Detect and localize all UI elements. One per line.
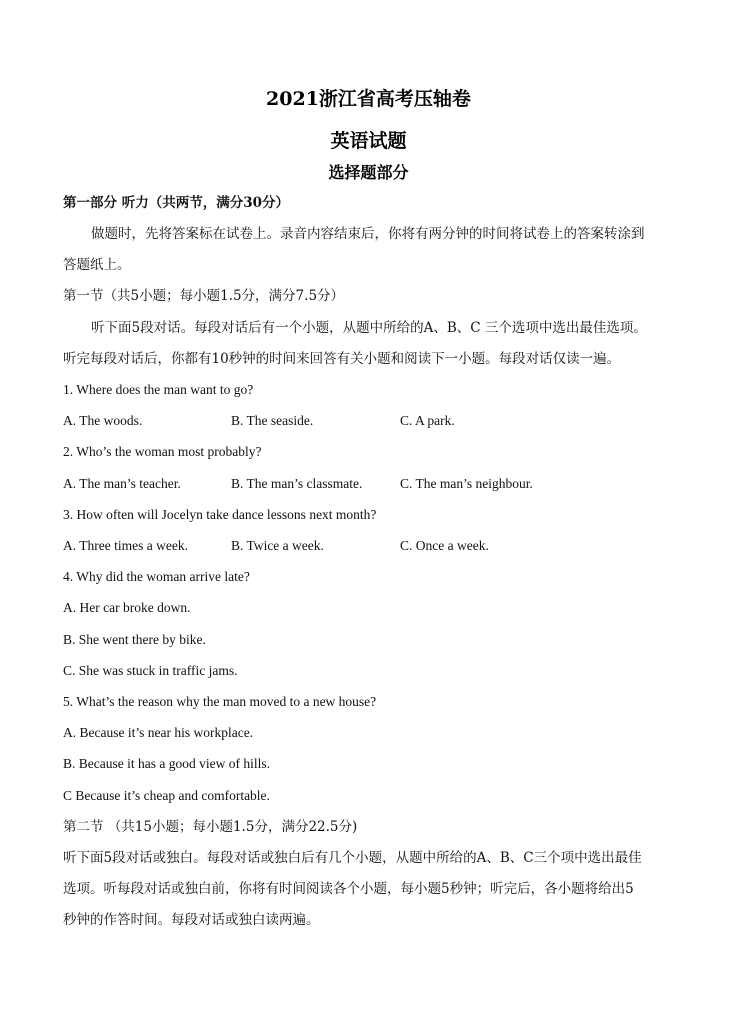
section1-heading: 第一节（共5小题；每小题1.5分，满分7.5分） — [63, 288, 345, 304]
question-5-stem: 5. What’s the reason why the man moved to a new house? — [63, 694, 377, 709]
question-3-option-b[interactable]: B. Twice a week. — [231, 538, 324, 553]
part-title: 选择题部分 — [328, 163, 409, 182]
section1-intro-line1: 听下面5段对话。每段对话后有一个小题，从题中所给的A、B、C 三个选项中选出最佳选项。 — [91, 320, 647, 336]
question-1-stem: 1. Where does the man want to go? — [63, 382, 254, 397]
section2-intro-line2: 选项。听每段对话或独白前，你将有时间阅读各个小题，每小题5秒钟；听完后，各小题将给出5 — [63, 881, 634, 897]
question-3-option-a[interactable]: A. Three times a week. — [63, 538, 188, 553]
section2-intro-line1: 听下面5段对话或独白。每段对话或独白后有几个小题，从题中所给的A、B、C三个项中选出最佳 — [63, 850, 642, 866]
question-2-option-b[interactable]: B. The man’s classmate. — [231, 476, 363, 491]
section2-intro-line3: 秒钟的作答时间。每段对话或独白读两遍。 — [63, 912, 320, 928]
subject-title: 英语试题 — [330, 130, 407, 152]
exam-title: 2021浙江省高考压轴卷 — [266, 88, 471, 110]
question-3-option-c[interactable]: C. Once a week. — [400, 538, 489, 553]
question-1-option-c[interactable]: C. A park. — [400, 413, 455, 428]
question-4-option-b[interactable]: B. She went there by bike. — [63, 632, 206, 647]
question-2-stem: 2. Who’s the woman most probably? — [63, 444, 262, 459]
question-5-option-b[interactable]: B. Because it has a good view of hills. — [63, 756, 270, 771]
question-2-option-c[interactable]: C. The man’s neighbour. — [400, 476, 533, 491]
question-4-option-c[interactable]: C. She was stuck in traffic jams. — [63, 663, 238, 678]
question-4-option-a[interactable]: A. Her car broke down. — [63, 600, 191, 615]
question-5-option-a[interactable]: A. Because it’s near his workplace. — [63, 725, 254, 740]
instructions-line1: 做题时，先将答案标在试卷上。录音内容结束后，你将有两分钟的时间将试卷上的答案转涂到 — [91, 226, 645, 242]
question-1-option-b[interactable]: B. The seaside. — [231, 413, 314, 428]
part1-heading: 第一部分 听力（共两节，满分30分） — [63, 195, 289, 211]
question-1-option-a[interactable]: A. The woods. — [63, 413, 143, 428]
question-4-stem: 4. Why did the woman arrive late? — [63, 569, 250, 584]
section1-intro-line2: 听完每段对话后，你都有10秒钟的时间来回答有关小题和阅读下一小题。每段对话仅读一遍。 — [63, 351, 621, 367]
question-5-option-c[interactable]: C Because it’s cheap and comfortable. — [63, 788, 270, 803]
section2-heading: 第二节 （共15小题；每小题1.5分，满分22.5分) — [63, 819, 358, 835]
question-3-stem: 3. How often will Jocelyn take dance lessons next month? — [63, 507, 377, 522]
question-2-option-a[interactable]: A. The man’s teacher. — [63, 476, 181, 491]
instructions-line2: 答题纸上。 — [63, 257, 131, 273]
